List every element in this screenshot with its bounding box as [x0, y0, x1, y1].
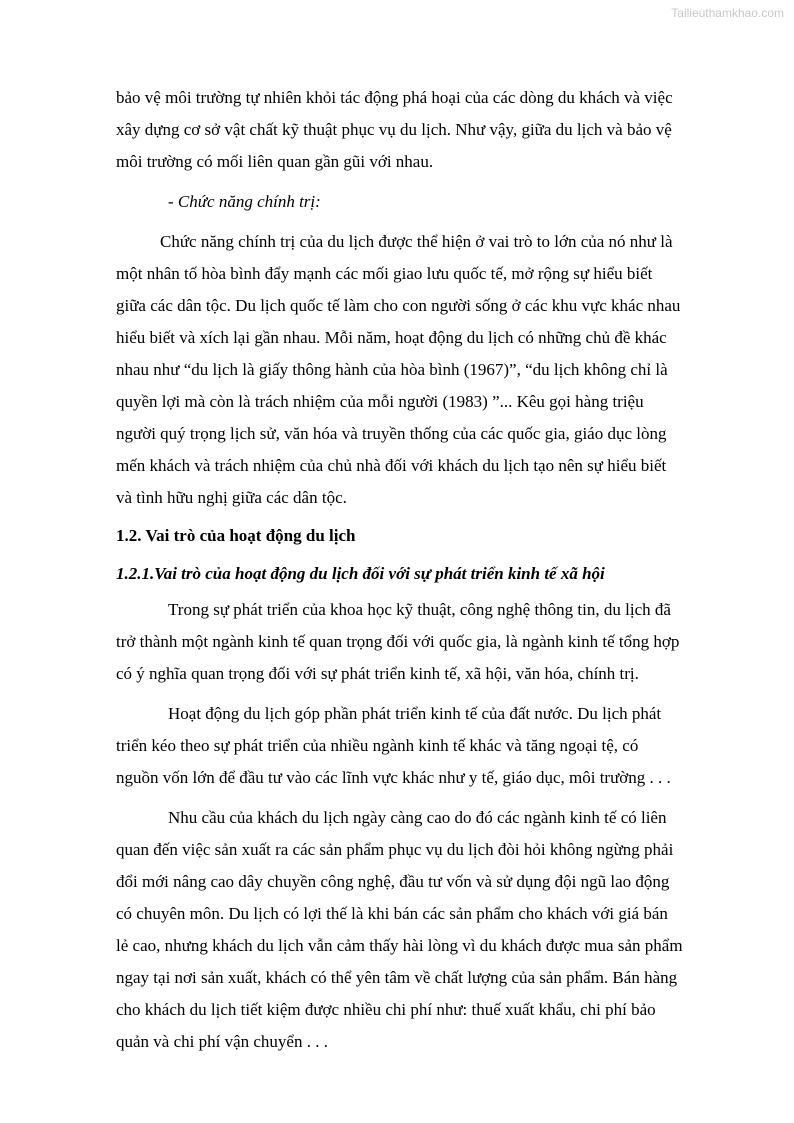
text-line: giữa các dân tộc. Du lịch quốc tế làm cho con người sống ở các khu vực khác nhau: [116, 296, 681, 315]
text-line: trở thành một ngành kinh tế quan trọng đối với quốc gia, là ngành kinh tế tổng hợp: [116, 632, 680, 651]
text-line: hiểu biết và xích lại gần nhau. Mỗi năm, hoạt động du lịch có những chủ đề khác: [116, 328, 667, 347]
text-line: Chức năng chính trị của du lịch được thể hiện ở vai trò to lớn của nó như là: [160, 232, 673, 251]
text-line: quan đến việc sản xuất ra các sản phẩm phục vụ du lịch đòi hỏi không ngừng phải: [116, 840, 674, 859]
text-line: Hoạt động du lịch góp phần phát triển kinh tế của đất nước. Du lịch phát: [168, 704, 662, 723]
text-line: có chuyên môn. Du lịch có lợi thế là khi bán các sản phẩm cho khách với giá bán: [116, 904, 668, 923]
text-line: có ý nghĩa quan trọng đối với sự phát triển kinh tế, xã hội, văn hóa, chính trị.: [116, 664, 639, 683]
text-line: đổi mới nâng cao dây chuyền công nghệ, đầu tư vốn và sử dụng đội ngũ lao động: [116, 872, 670, 891]
text-line: quyền lợi mà còn là trách nhiệm của mỗi người (1983) ”... Kêu gọi hàng triệu: [116, 392, 644, 411]
text-line: Trong sự phát triển của khoa học kỹ thuật, công nghệ thông tin, du lịch đã: [168, 600, 671, 619]
watermark: Tailieuthamkhao.com: [671, 6, 784, 20]
text-line: lẻ cao, nhưng khách du lịch vẫn cảm thấy hài lòng vì du khách được mua sản phẩm: [116, 936, 683, 955]
text-line: Nhu cầu của khách du lịch ngày càng cao do đó các ngành kinh tế có liên: [168, 808, 667, 827]
text-line: nguồn vốn lớn để đầu tư vào các lĩnh vực khác như y tế, giáo dục, môi trường . . .: [116, 768, 671, 787]
text-line: bảo vệ môi trường tự nhiên khỏi tác động phá hoại của các dòng du khách và việc: [116, 88, 673, 107]
text-line: môi trường có mối liên quan gần gũi với nhau.: [116, 152, 434, 171]
subsection-heading: 1.2.1.Vai trò của hoạt động du lịch đối với sự phát triển kinh tế xã hội: [116, 564, 605, 583]
section-heading: 1.2. Vai trò của hoạt động du lịch: [116, 526, 356, 545]
text-line: và tình hữu nghị giữa các dân tộc.: [116, 488, 347, 507]
text-line: ngay tại nơi sản xuất, khách có thể yên tâm về chất lượng của sản phẩm. Bán hàng: [116, 968, 678, 987]
text-line: một nhân tố hòa bình đẩy mạnh các mối giao lưu quốc tế, mở rộng sự hiểu biết: [116, 264, 653, 283]
text-line: cho khách du lịch tiết kiệm được nhiều chi phí như: thuế xuất khẩu, chi phí bảo: [116, 1000, 656, 1019]
text-line: mến khách và trách nhiệm của chủ nhà đối với khách du lịch tạo nên sự hiểu biết: [116, 456, 667, 475]
subsection-label: - Chức năng chính trị:: [168, 192, 321, 211]
text-line: xây dựng cơ sở vật chất kỹ thuật phục vụ du lịch. Như vậy, giữa du lịch và bảo vệ: [116, 120, 672, 139]
text-line: nhau như “du lịch là giấy thông hành của hòa bình (1967)”, “du lịch không chỉ là: [116, 360, 668, 379]
text-line: triển kéo theo sự phát triển của nhiều ngành kinh tế khác và tăng ngoại tệ, có: [116, 736, 639, 755]
text-line: quản và chi phí vận chuyển . . .: [116, 1032, 328, 1051]
text-line: người quý trọng lịch sử, văn hóa và truyền thống của các quốc gia, giáo dục lòng: [116, 424, 667, 443]
